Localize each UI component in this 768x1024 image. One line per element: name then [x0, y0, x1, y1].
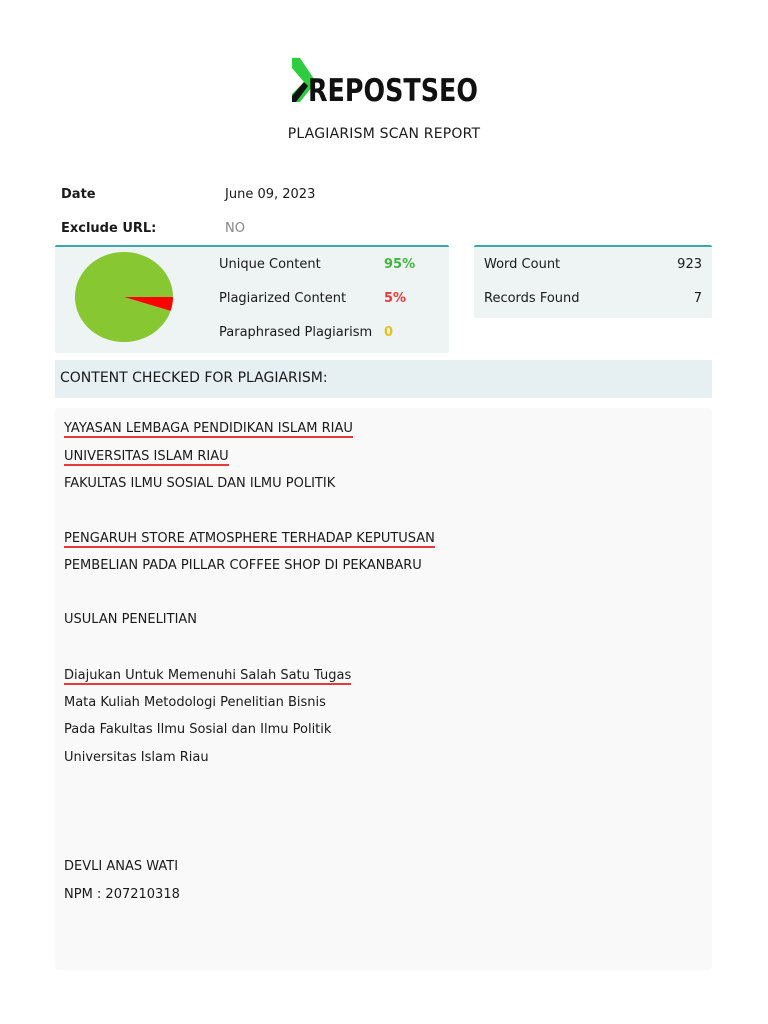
content-line: YAYASAN LEMBAGA PENDIDIKAN ISLAM RIAU [64, 421, 353, 436]
content-line: FAKULTAS ILMU SOSIAL DAN ILMU POLITIK [64, 476, 336, 491]
word-count-label: Word Count [484, 257, 561, 272]
exclude-url-value: NO [225, 221, 245, 236]
unique-content-label: Unique Content [219, 257, 321, 272]
content-section-title: CONTENT CHECKED FOR PLAGIARISM: [60, 370, 328, 386]
unique-content-value: 95% [384, 257, 416, 272]
plagiarism-pie-chart [74, 251, 174, 343]
checked-content-box [55, 408, 712, 970]
exclude-url-label: Exclude URL: [61, 221, 157, 236]
content-line: NPM : 207210318 [64, 887, 180, 902]
content-line: PEMBELIAN PADA PILLAR COFFEE SHOP DI PEKANBARU [64, 558, 422, 573]
logo-text: REPOSTSEO [308, 73, 478, 109]
word-count-value: 923 [677, 257, 702, 272]
paraphrased-plagiarism-label: Paraphrased Plagiarism [219, 325, 373, 340]
records-found-label: Records Found [484, 291, 580, 306]
content-line: Pada Fakultas Ilmu Sosial dan Ilmu Politik [64, 722, 332, 737]
records-found-value: 7 [693, 291, 702, 306]
count-panel [474, 245, 712, 318]
content-line: Mata Kuliah Metodologi Penelitian Bisnis [64, 695, 326, 710]
report-title: PLAGIARISM SCAN REPORT [287, 126, 481, 142]
content-line: Diajukan Untuk Memenuhi Salah Satu Tugas [64, 668, 352, 683]
content-line: UNIVERSITAS ISLAM RIAU [64, 449, 229, 464]
content-line: USULAN PENELITIAN [64, 612, 198, 627]
content-line: Universitas Islam Riau [64, 750, 209, 765]
content-line: DEVLI ANAS WATI [64, 859, 179, 874]
prepostseo-logo [290, 56, 480, 109]
plagiarized-content-label: Plagiarized Content [219, 291, 347, 306]
date-label: Date [61, 187, 96, 202]
content-line: PENGARUH STORE ATMOSPHERE TERHADAP KEPUTUSAN [64, 531, 435, 546]
date-value: June 09, 2023 [225, 187, 316, 202]
plagiarized-content-value: 5% [384, 291, 407, 306]
paraphrased-plagiarism-value: 0 [384, 325, 394, 340]
